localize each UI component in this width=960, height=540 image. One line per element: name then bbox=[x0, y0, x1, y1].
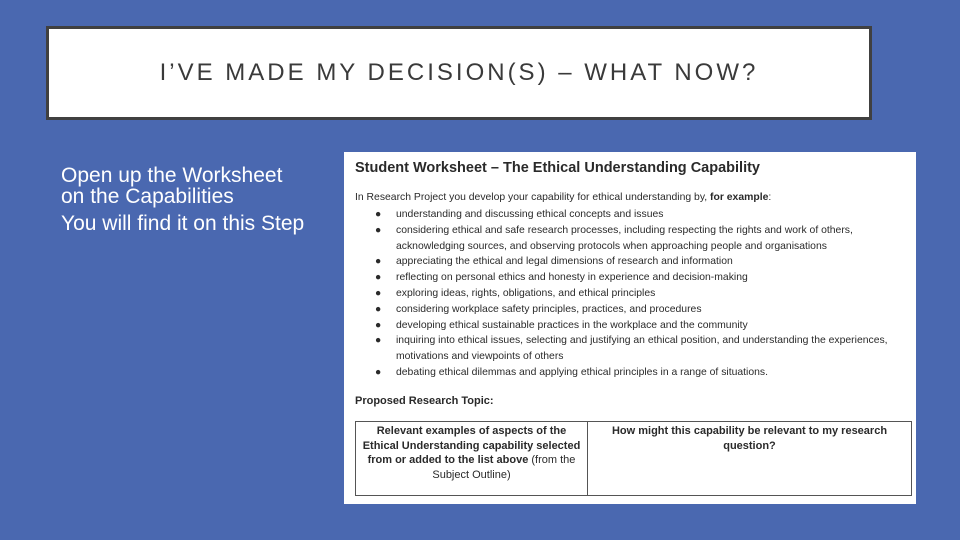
list-item bbox=[355, 254, 911, 270]
bullet-icon: ● bbox=[375, 209, 382, 220]
worksheet-intro-emphasis: for example bbox=[710, 192, 769, 203]
bullet-icon: ● bbox=[375, 256, 382, 268]
list-item-text: exploring ideas, rights, obligations, and ethical principles bbox=[396, 287, 656, 299]
list-item-text: appreciating the ethical and legal dimensions of research and information bbox=[396, 256, 733, 268]
table-header-examples-bold: Relevant examples of aspects of the Ethical Understanding capability selected from or added to the list above bbox=[362, 425, 581, 466]
slide-title-box bbox=[46, 26, 872, 120]
bullet-icon: ● bbox=[375, 272, 382, 284]
bullet-icon: ● bbox=[375, 366, 382, 378]
list-item-text: developing ethical sustainable practices in the workplace and the community bbox=[396, 319, 748, 331]
bullet-icon: ● bbox=[375, 335, 382, 347]
list-item-text: debating ethical dilemmas and applying ethical principles in a range of situations. bbox=[396, 366, 768, 378]
bullet-icon: ● bbox=[375, 224, 382, 236]
list-item bbox=[355, 365, 911, 381]
list-item-text: understanding and discussing ethical concepts and issues bbox=[396, 209, 664, 220]
list-item bbox=[355, 223, 911, 255]
slide-title: I’VE MADE MY DECISION(S) – WHAT NOW? bbox=[159, 59, 759, 86]
body-paragraph-find-on-step: You will find it on this Step bbox=[61, 212, 305, 235]
body-paragraph-open-worksheet: Open up the Worksheet on the Capabilities bbox=[61, 164, 283, 208]
bullet-icon: ● bbox=[375, 319, 382, 331]
bullet-icon: ● bbox=[375, 287, 382, 299]
bullet-icon: ● bbox=[375, 303, 382, 315]
list-item bbox=[355, 302, 911, 318]
list-item-text: considering ethical and safe research processes, including respecting the rights and work of others, acknowledging sources, and observing protocols when approaching people and organisations bbox=[396, 224, 853, 252]
list-item bbox=[355, 207, 911, 223]
worksheet-intro-colon: : bbox=[768, 192, 772, 203]
list-item-text: reflecting on personal ethics and honesty in experience and decision-making bbox=[396, 272, 748, 284]
list-item-text: considering workplace safety principles, practices, and procedures bbox=[396, 303, 702, 315]
worksheet-intro-text: In Research Project you develop your capability for ethical understanding by, bbox=[355, 192, 711, 203]
worksheet-title: Student Worksheet – The Ethical Understanding Capability bbox=[355, 160, 760, 176]
table-header-relevance-text: How might this capability be relevant to my research question? bbox=[611, 425, 888, 452]
table-header-relevance bbox=[588, 422, 912, 496]
list-item bbox=[355, 318, 911, 334]
list-item-text: inquiring into ethical issues, selecting and justifying an ethical position, and understanding the experiences, motivations and viewpoints of others bbox=[396, 335, 888, 363]
worksheet-intro bbox=[355, 192, 771, 203]
table-header-examples-note: (from the Subject Outline) bbox=[432, 454, 576, 481]
capability-table bbox=[355, 421, 912, 496]
worksheet-image bbox=[344, 152, 916, 504]
list-item bbox=[355, 286, 911, 302]
table-header-examples bbox=[356, 422, 588, 496]
worksheet-bullet-list bbox=[355, 207, 911, 381]
list-item bbox=[355, 333, 911, 365]
proposed-topic-label: Proposed Research Topic: bbox=[355, 395, 494, 407]
slide-body-text bbox=[61, 165, 311, 240]
table-header-row bbox=[356, 422, 912, 496]
list-item bbox=[355, 270, 911, 286]
